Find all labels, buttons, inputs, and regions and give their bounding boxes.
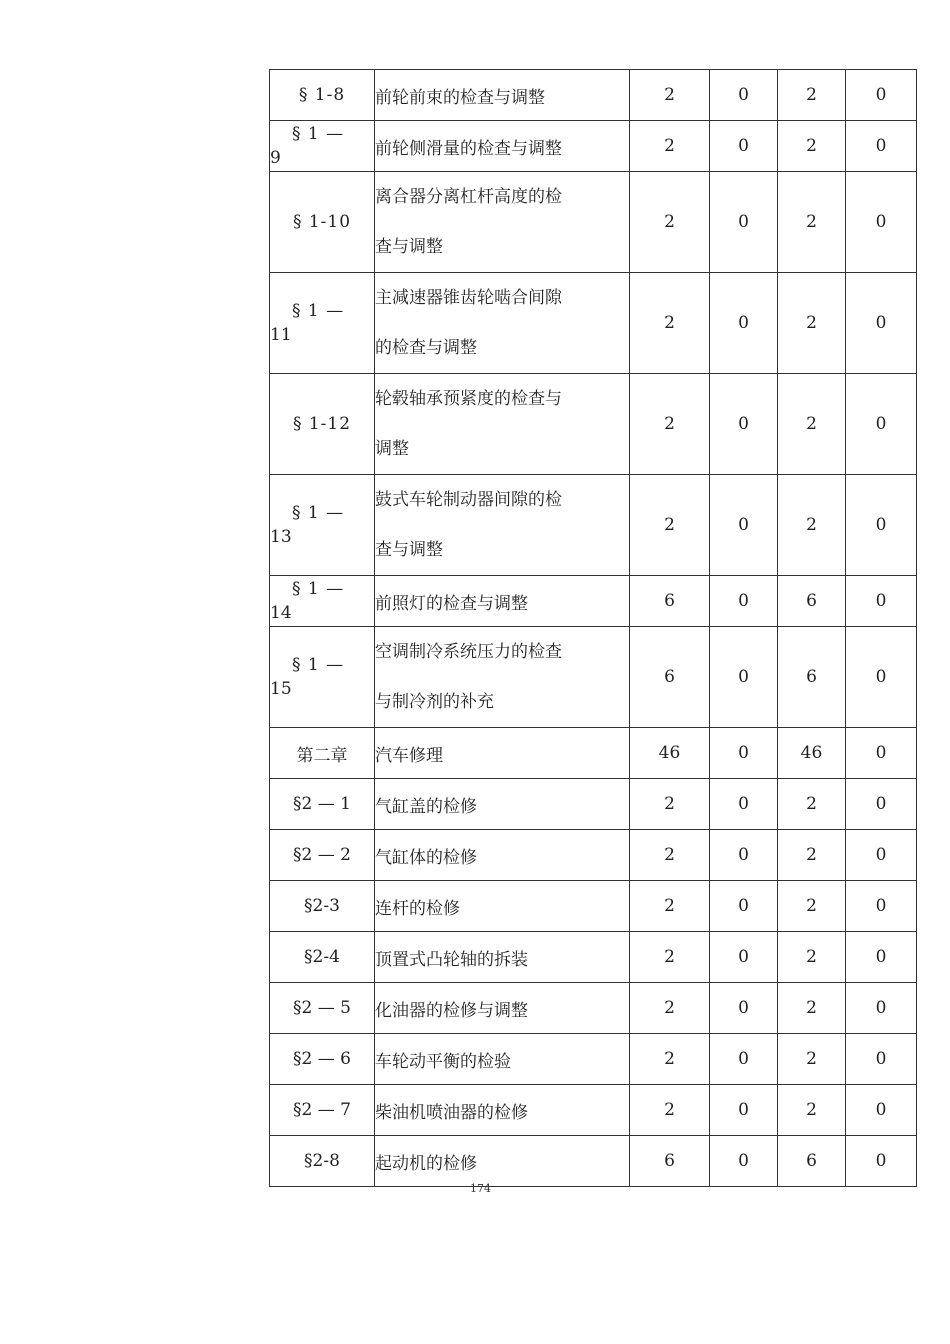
hours-theory: 0 (710, 70, 778, 121)
topic-title: 气缸体的检修 (375, 830, 630, 881)
hours-practice: 2 (778, 779, 846, 830)
table-row (270, 374, 917, 475)
hours-theory: 0 (710, 1136, 778, 1187)
hours-theory: 0 (710, 1034, 778, 1085)
hours-total: 2 (630, 475, 710, 576)
table-row (270, 728, 917, 779)
chapter-label: 第二章 (270, 728, 375, 779)
hours-total: 2 (630, 830, 710, 881)
section-code: § 1-8 (270, 70, 375, 121)
hours-other: 0 (846, 728, 917, 779)
table-row (270, 70, 917, 121)
hours-total: 2 (630, 374, 710, 475)
topic-title: 顶置式凸轮轴的拆装 (375, 932, 630, 983)
hours-total: 2 (630, 1085, 710, 1136)
topic-title-line2: 与制冷剂的补充 (375, 692, 494, 712)
topic-title: 化油器的检修与调整 (375, 983, 630, 1034)
hours-practice: 46 (778, 728, 846, 779)
topic-title-line2: 的检查与调整 (375, 338, 477, 358)
chapter-title: 汽车修理 (375, 728, 630, 779)
hours-total: 2 (630, 932, 710, 983)
hours-total: 2 (630, 1034, 710, 1085)
section-code: §2 — 5 (270, 983, 375, 1034)
table-row (270, 627, 917, 728)
hours-other: 0 (846, 830, 917, 881)
section-code (270, 273, 375, 374)
hours-other: 0 (846, 1034, 917, 1085)
table-row (270, 121, 917, 172)
hours-practice: 2 (778, 172, 846, 273)
hours-total: 2 (630, 881, 710, 932)
section-code: § 1-10 (270, 172, 375, 273)
hours-theory: 0 (710, 475, 778, 576)
hours-other: 0 (846, 70, 917, 121)
section-code: §2 — 1 (270, 779, 375, 830)
hours-practice: 2 (778, 70, 846, 121)
hours-other: 0 (846, 121, 917, 172)
section-code: §2-8 (270, 1136, 375, 1187)
hours-other: 0 (846, 983, 917, 1034)
hours-theory: 0 (710, 983, 778, 1034)
hours-other: 0 (846, 172, 917, 273)
hours-practice: 6 (778, 627, 846, 728)
hours-theory: 0 (710, 881, 778, 932)
table-row (270, 881, 917, 932)
hours-theory: 0 (710, 576, 778, 627)
hours-theory: 0 (710, 1085, 778, 1136)
topic-title: 起动机的检修 (375, 1136, 630, 1187)
hours-theory: 0 (710, 273, 778, 374)
table-row (270, 1034, 917, 1085)
topic-title-line1: 离合器分离杠杆高度的检 (375, 187, 562, 207)
section-code (270, 475, 375, 576)
hours-practice: 2 (778, 273, 846, 374)
section-code-top: § 1 — (292, 655, 345, 675)
hours-other: 0 (846, 627, 917, 728)
hours-theory: 0 (710, 932, 778, 983)
hours-practice: 2 (778, 374, 846, 475)
page-number: 174 (470, 1182, 491, 1195)
hours-total: 6 (630, 1136, 710, 1187)
topic-title-line2: 查与调整 (375, 237, 443, 257)
section-code-bottom: 9 (270, 148, 281, 168)
table-row (270, 932, 917, 983)
hours-total: 46 (630, 728, 710, 779)
hours-other: 0 (846, 374, 917, 475)
topic-title-line1: 主减速器锥齿轮啮合间隙 (375, 288, 562, 308)
hours-theory: 0 (710, 830, 778, 881)
hours-theory: 0 (710, 728, 778, 779)
table-row (270, 1136, 917, 1187)
section-code (270, 627, 375, 728)
topic-title (375, 374, 630, 475)
section-code: §2-4 (270, 932, 375, 983)
section-code (270, 121, 375, 172)
hours-practice: 2 (778, 1034, 846, 1085)
table-row (270, 983, 917, 1034)
hours-total: 2 (630, 70, 710, 121)
section-code: §2 — 2 (270, 830, 375, 881)
hours-practice: 6 (778, 1136, 846, 1187)
table-row (270, 576, 917, 627)
hours-other: 0 (846, 273, 917, 374)
section-code: §2 — 6 (270, 1034, 375, 1085)
topic-title: 前轮前束的检查与调整 (375, 70, 630, 121)
table-row (270, 172, 917, 273)
topic-title-line1: 空调制冷系统压力的检查 (375, 642, 562, 662)
section-code-top: § 1 — (292, 301, 345, 321)
hours-total: 2 (630, 172, 710, 273)
topic-title: 连杆的检修 (375, 881, 630, 932)
table-row (270, 779, 917, 830)
topic-title: 车轮动平衡的检验 (375, 1034, 630, 1085)
hours-other: 0 (846, 475, 917, 576)
hours-practice: 6 (778, 576, 846, 627)
topic-title: 柴油机喷油器的检修 (375, 1085, 630, 1136)
hours-other: 0 (846, 881, 917, 932)
topic-title (375, 627, 630, 728)
topic-title-line1: 鼓式车轮制动器间隙的检 (375, 490, 562, 510)
hours-practice: 2 (778, 983, 846, 1034)
table-row (270, 1085, 917, 1136)
hours-other: 0 (846, 1085, 917, 1136)
hours-total: 6 (630, 627, 710, 728)
topic-title (375, 172, 630, 273)
section-code-top: § 1 — (292, 124, 345, 144)
topic-title (375, 475, 630, 576)
topic-title: 前照灯的检查与调整 (375, 576, 630, 627)
section-code (270, 576, 375, 627)
hours-other: 0 (846, 1136, 917, 1187)
topic-title: 气缸盖的检修 (375, 779, 630, 830)
hours-other: 0 (846, 779, 917, 830)
topic-title-line1: 轮毂轴承预紧度的检查与 (375, 389, 562, 409)
section-code: § 1-12 (270, 374, 375, 475)
section-code-bottom: 14 (270, 603, 292, 623)
topic-title-line2: 调整 (375, 439, 409, 459)
section-code-bottom: 11 (270, 325, 292, 345)
hours-theory: 0 (710, 121, 778, 172)
hours-practice: 2 (778, 121, 846, 172)
syllabus-table (269, 69, 917, 1187)
hours-total: 2 (630, 273, 710, 374)
section-code-bottom: 15 (270, 679, 292, 699)
topic-title: 前轮侧滑量的检查与调整 (375, 121, 630, 172)
hours-practice: 2 (778, 1085, 846, 1136)
section-code: §2 — 7 (270, 1085, 375, 1136)
hours-total: 2 (630, 983, 710, 1034)
hours-practice: 2 (778, 830, 846, 881)
hours-theory: 0 (710, 374, 778, 475)
hours-theory: 0 (710, 779, 778, 830)
table-row (270, 830, 917, 881)
section-code-top: § 1 — (292, 503, 345, 523)
hours-theory: 0 (710, 627, 778, 728)
hours-other: 0 (846, 576, 917, 627)
table-row (270, 273, 917, 374)
hours-practice: 2 (778, 475, 846, 576)
hours-total: 6 (630, 576, 710, 627)
hours-practice: 2 (778, 932, 846, 983)
hours-total: 2 (630, 779, 710, 830)
hours-other: 0 (846, 932, 917, 983)
hours-theory: 0 (710, 172, 778, 273)
hours-total: 2 (630, 121, 710, 172)
hours-practice: 2 (778, 881, 846, 932)
topic-title (375, 273, 630, 374)
section-code-bottom: 13 (270, 527, 292, 547)
section-code-top: § 1 — (292, 579, 345, 599)
topic-title-line2: 查与调整 (375, 540, 443, 560)
table-row (270, 475, 917, 576)
section-code: §2-3 (270, 881, 375, 932)
